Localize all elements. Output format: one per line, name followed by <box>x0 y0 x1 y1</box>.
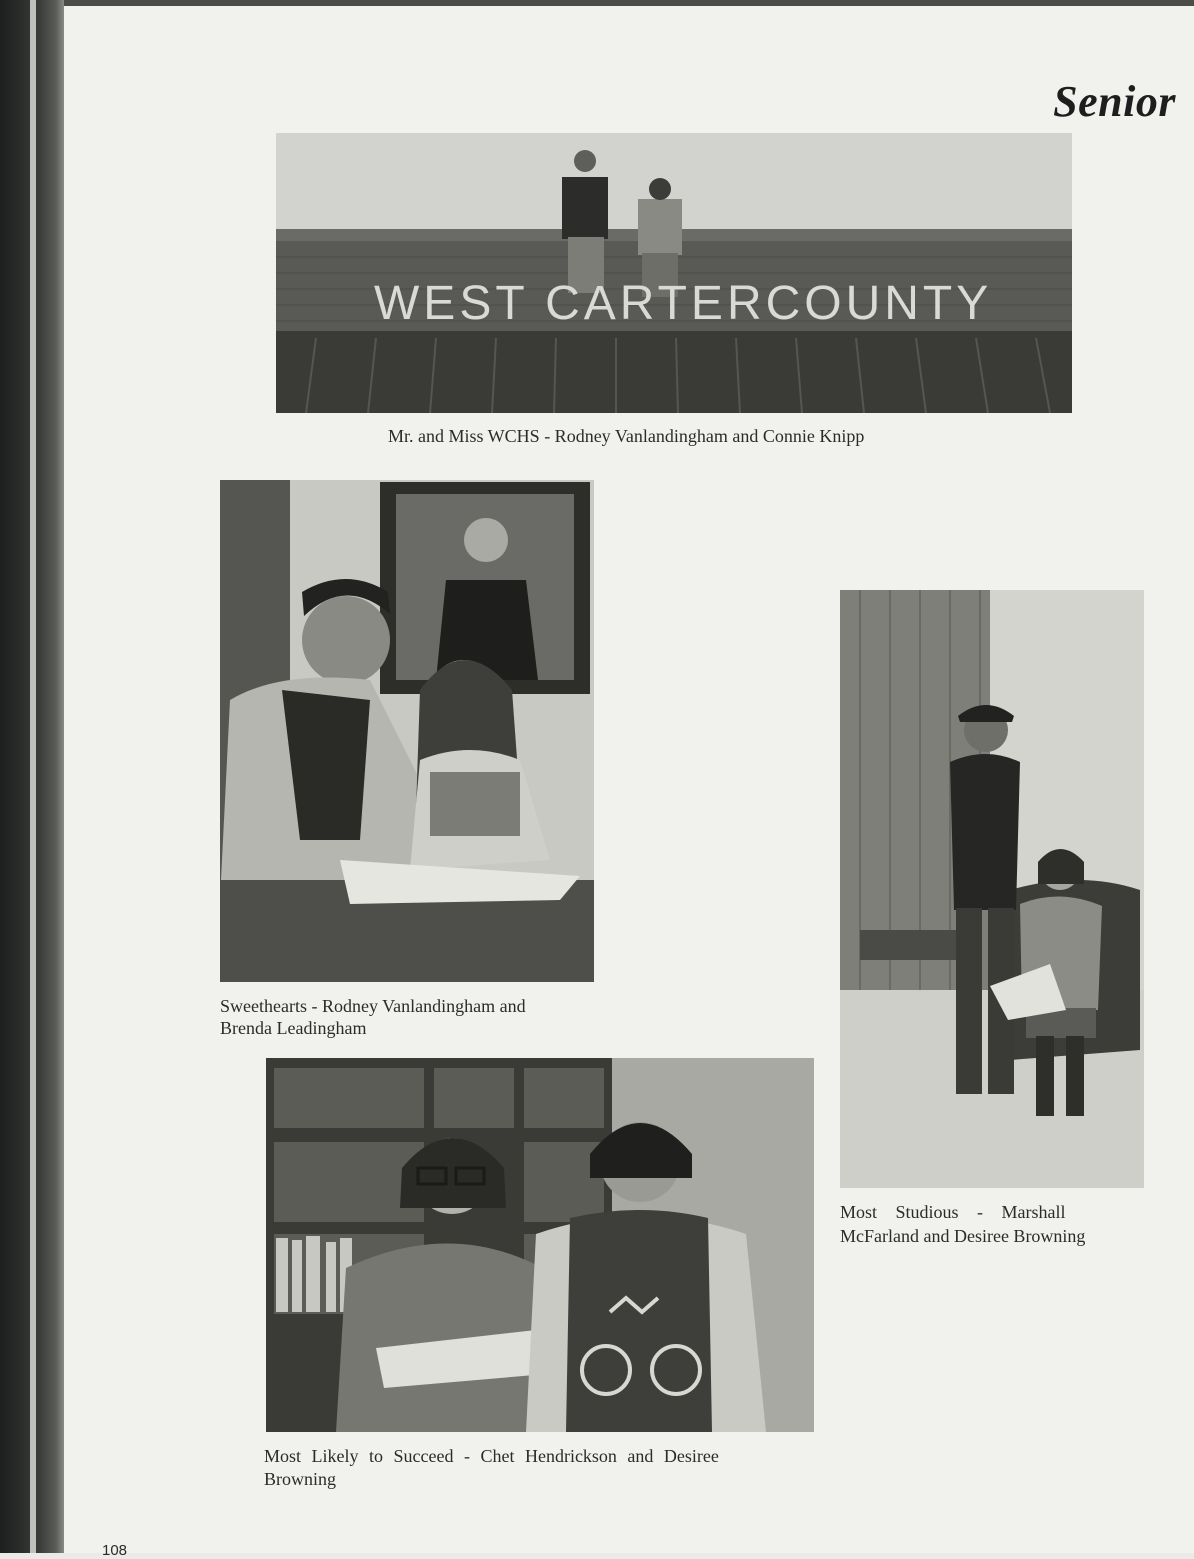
school-sign-text: WEST CARTERCOUNTY <box>374 277 993 330</box>
caption-most-likely-to-succeed-line2: Browning <box>264 1469 336 1489</box>
caption-sweethearts-line1: Sweethearts - Rodney Vanlandingham and <box>220 996 526 1016</box>
caption-sweethearts-line2: Brenda Leadingham <box>220 1018 367 1038</box>
caption-most-studious-line1: Most Studious - Marshall <box>840 1202 1066 1222</box>
caption-most-likely-to-succeed-line1: Most Likely to Succeed - Chet Hendrickson and Desiree <box>264 1446 719 1466</box>
caption-mr-miss-wchs: Mr. and Miss WCHS - Rodney Vanlandingham and Connie Knipp <box>388 426 865 446</box>
photo-most-likely-to-succeed <box>266 1058 814 1432</box>
photo-most-studious <box>840 590 1144 1188</box>
section-title: Senior <box>1053 77 1176 126</box>
photo-sweethearts <box>220 480 594 982</box>
photo-mr-miss-wchs <box>276 133 1072 413</box>
caption-most-studious-line2: McFarland and Desiree Browning <box>840 1226 1086 1246</box>
page-number: 108 <box>102 1542 128 1559</box>
binding-edge <box>30 0 36 1553</box>
